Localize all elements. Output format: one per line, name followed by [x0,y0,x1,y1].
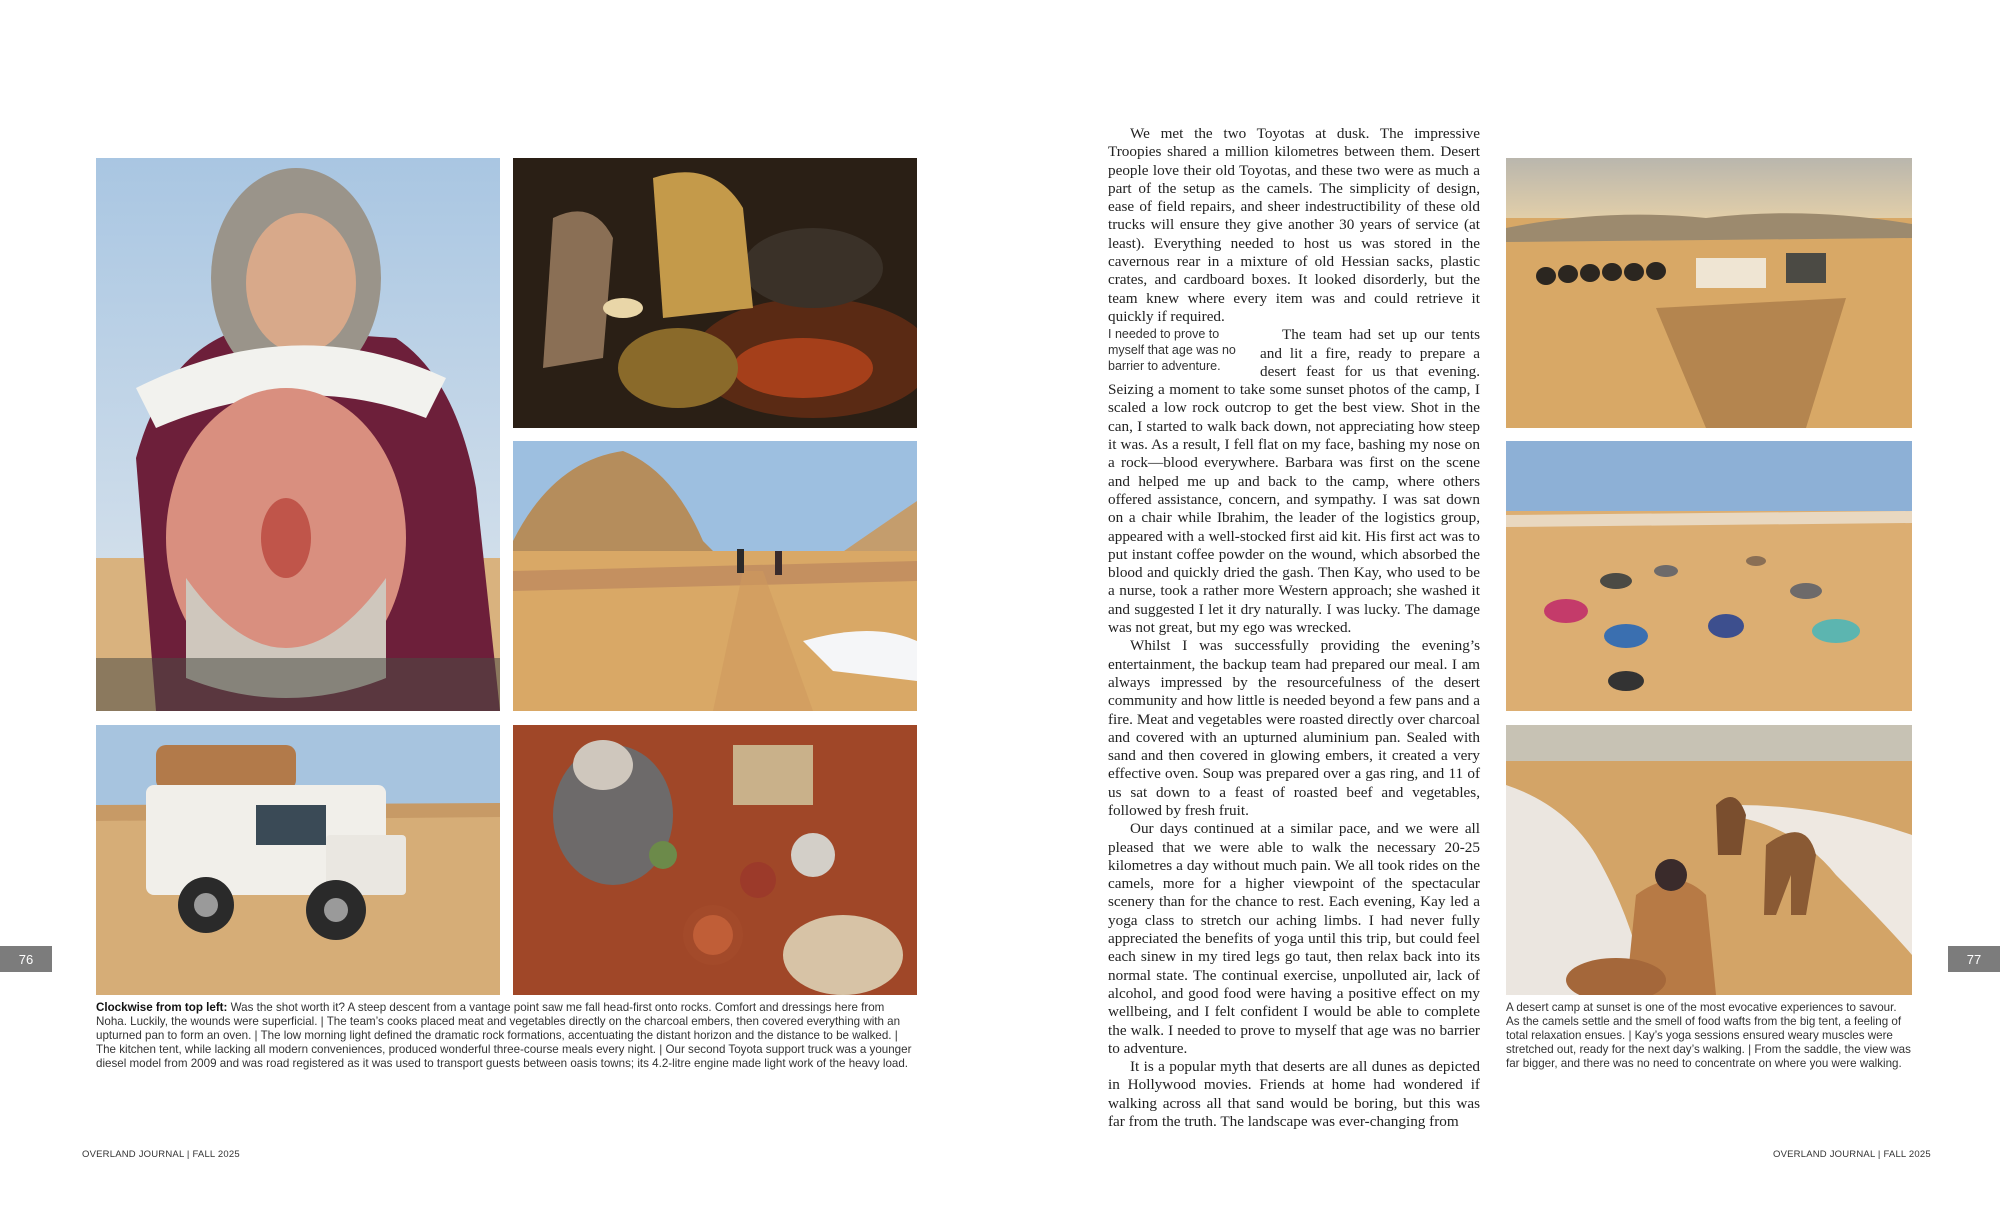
page-number-right: 77 [1948,946,2000,972]
caption-lead: Clockwise from top left: [96,1001,228,1014]
photo-camel-ride [1506,725,1912,995]
caption-text: Was the shot worth it? A steep descent from a vantage point saw me fall head-first onto rocks. Comfort and dressings here from Noha. Luckily, the wounds were superficial. | The team’s cooks placed meat and vegetables directly on the charcoal embers, then covered everything with an upturned pan to form an oven. | The low morning light defined the dramatic rock formations, accentuating the distant horizon and the distance to be walked. | The kitchen tent, while lacking all modern conveniences, produced wonderful three-course meals every night. | Our second Toyota support truck was a younger diesel model from 2009 and was road registered as it was used to transport guests between oasis towns; its 4.2-litre engine made light work of the heavy load. [96,1001,912,1070]
page-number-left: 76 [0,946,52,972]
pull-quote: I needed to prove to myself that age was no barrier to adventure. [1108,327,1236,374]
paragraph-2 [1108,326,1480,637]
photo-rock-formations [513,441,917,711]
photo-kitchen-tent [513,725,917,995]
footer-right: OVERLAND JOURNAL | FALL 2025 [1773,1149,1931,1160]
paragraph-3: Whilst I was successfully providing the evening’s entertainment, the backup team had prepared our meal. I am always impressed by the resourcefulness of the desert community and how little is needed beyond a few pans and a fire. Meat and vegetables were roasted directly over charcoal and covered with an upturned aluminium pan. Sealed with sand and then covered in glowing embers, it created a very effective oven. Soup was prepared over a gas ring, and 11 of us sat down to a feast of roasted beef and vegetables, followed by fresh fruit. [1108,637,1480,819]
left-page-caption [96,1001,917,1071]
article-body [1108,125,1480,1131]
photo-yoga-session [1506,441,1912,711]
photo-desert-camp-sunset [1506,158,1912,428]
photo-cooks-on-embers [513,158,917,428]
paragraph-5: It is a popular myth that deserts are all dunes as depicted in Hollywood movies. Friends at home had wondered if walking across all that sand would be boring, but this was far from the truth. The landscape was ever-changing from [1108,1058,1480,1131]
photo-toyota-truck [96,725,500,995]
footer-left: OVERLAND JOURNAL | FALL 2025 [82,1149,240,1160]
photo-injured-selfie [96,158,500,711]
paragraph-1: We met the two Toyotas at dusk. The impressive Troopies shared a million kilometres between them. Desert people love their old Toyotas, and these two were as much a part of the setup as the camels. The simplicity of design, ease of field repairs, and sheer indestructibility of these old trucks will ensure they give another 30 years of service (at least). Everything needed to host us was stored in the cavernous rear in a mixture of old Hessian sacks, plastic crates, and cardboard boxes. It looked disorderly, but the team knew where every item was and could retrieve it quickly if required. [1108,125,1480,325]
right-page-caption: A desert camp at sunset is one of the most evocative experiences to savour. As the camels settle and the smell of food wafts from the big tent, a feeling of total relaxation ensues. | Kay’s yoga sessions ensured weary muscles were stretched out, ready for the next day’s walking. | From the saddle, the view was far bigger, and there was no need to concentrate on where you were walking. [1506,1001,1911,1070]
paragraph-4: Our days continued at a similar pace, and we were all pleased that we were able to walk the necessary 20-25 kilometres a day without much pain. We all took rides on the camels, more for a higher viewpoint of the spectacular scenery than for the chance to rest. Each evening, Kay led a yoga class to stretch our aching limbs. I had never fully appreciated the benefits of yoga until this trip, but could feel each sinew in my tired legs go taut, then relax back into its normal state. The continual exercise, unpolluted air, lack of alcohol, and good food were having a positive effect on my wellbeing, and I felt confident I would be able to complete the walk. I needed to prove to myself that age was no barrier to adventure. [1108,820,1480,1057]
paragraph-2-text: The team had set up our tents and lit a fire, ready to prepare a desert feast for us that evening. Seizing a moment to take some sunset photos of the camp, I scaled a low rock outcrop to get the best view. Shot in the can, I started to walk back down, not appreciating how steep it was. As a result, I fell flat on my face, bashing my nose on a rock—blood everywhere. Barbara was first on the scene and helped me up and back to the camp, where others offered assistance, concern, and sympathy. I was sat down on a chair while Ibrahim, the leader of the logistics group, appeared with a well-stocked first aid kit. His first act was to put instant coffee powder on the wound, which absorbed the blood and quickly dried the gash. Then Kay, who used to be a nurse, took a rather more Western approach; she washed it and suggested I let it dry naturally. I was lucky. The damage was not great, but my ego was wrecked. [1108,326,1480,637]
